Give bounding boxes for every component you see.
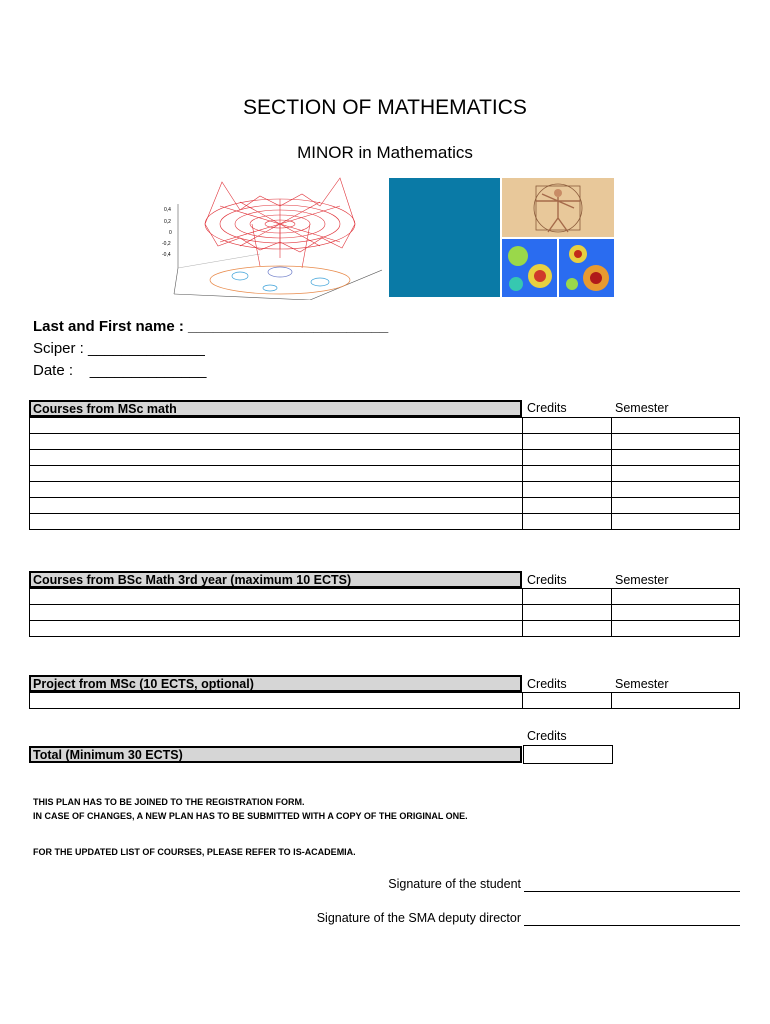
semester-cell[interactable] [612,450,740,466]
semester-cell[interactable] [612,589,740,605]
semester-cell[interactable] [612,466,740,482]
credits-cell[interactable] [523,450,612,466]
semester-cell[interactable] [612,498,740,514]
semester-cell[interactable] [612,434,740,450]
page-title: SECTION OF MATHEMATICS [243,96,527,119]
semester-cell[interactable] [612,621,740,637]
table-row [30,693,740,709]
table-row [30,466,740,482]
table-row [30,621,740,637]
table-row [30,605,740,621]
table-row [30,434,740,450]
course-cell[interactable] [30,434,523,450]
credits-cell[interactable] [523,693,612,709]
note-changes: IN CASE OF CHANGES, A NEW PLAN HAS TO BE SUBMITTED WITH A COPY OF THE ORIGINAL ONE. [33,811,468,821]
table-row [30,514,740,530]
student-signature-label: Signature of the student [388,877,521,891]
course-cell[interactable] [30,693,523,709]
course-cell[interactable] [30,589,523,605]
semester-cell[interactable] [612,693,740,709]
course-cell[interactable] [30,621,523,637]
sciper-field[interactable]: Sciper : ______________ [33,340,205,357]
table-row [30,589,740,605]
vitruvian-man-figure [502,178,614,237]
table-row [30,482,740,498]
msc-courses-table [29,417,740,530]
course-cell[interactable] [30,466,523,482]
course-cell[interactable] [30,418,523,434]
msc-courses-header: Courses from MSc math [29,400,522,417]
credits-cell[interactable] [523,498,612,514]
table-row [30,498,740,514]
semester-cell[interactable] [612,418,740,434]
axis-tick-label: 0,2 [164,219,171,225]
course-cell[interactable] [30,514,523,530]
credits-cell[interactable] [523,418,612,434]
project-credits-label: Credits [527,677,567,691]
heatmap-figure [502,239,614,297]
bsc-courses-header: Courses from BSc Math 3rd year (maximum 10 ECTS) [29,571,522,588]
credits-cell[interactable] [523,466,612,482]
project-table [29,692,740,709]
project-semester-label: Semester [615,677,669,691]
msc-credits-label: Credits [527,401,567,415]
axis-tick-label: -0,4 [162,252,171,258]
credits-cell[interactable] [523,514,612,530]
total-header: Total (Minimum 30 ECTS) [29,746,522,763]
project-header: Project from MSc (10 ECTS, optional) [29,675,522,692]
table-row [30,450,740,466]
director-signature-line[interactable] [524,925,740,926]
course-cell[interactable] [30,482,523,498]
axis-tick-label: -0,2 [162,241,171,247]
semester-cell[interactable] [612,514,740,530]
semester-cell[interactable] [612,482,740,498]
table-row [30,418,740,434]
total-credits-label: Credits [527,729,567,743]
axis-tick-label: 0 [169,230,172,236]
course-cell[interactable] [30,605,523,621]
page-subtitle: MINOR in Mathematics [297,143,473,162]
bsc-credits-label: Credits [527,573,567,587]
course-cell[interactable] [30,450,523,466]
credits-cell[interactable] [523,621,612,637]
note-registration: THIS PLAN HAS TO BE JOINED TO THE REGISTRATION FORM. [33,797,305,807]
student-signature-line[interactable] [524,891,740,892]
name-field[interactable]: Last and First name : ________________________ [33,318,389,335]
bsc-courses-table [29,588,740,637]
director-signature-label: Signature of the SMA deputy director [316,911,521,925]
credits-cell[interactable] [523,434,612,450]
credits-cell[interactable] [523,605,612,621]
msc-semester-label: Semester [615,401,669,415]
date-field[interactable]: Date : ______________ [33,362,207,379]
credits-cell[interactable] [523,482,612,498]
header-figures [160,176,620,300]
mesh-plot-figure [162,178,382,300]
semester-cell[interactable] [612,605,740,621]
note-course-list: FOR THE UPDATED LIST OF COURSES, PLEASE REFER TO IS-ACADEMIA. [33,847,356,857]
credits-cell[interactable] [523,589,612,605]
total-credits-box[interactable] [523,745,613,764]
blue-panel [389,178,500,297]
course-cell[interactable] [30,498,523,514]
axis-tick-label: 0,4 [164,207,171,213]
bsc-semester-label: Semester [615,573,669,587]
